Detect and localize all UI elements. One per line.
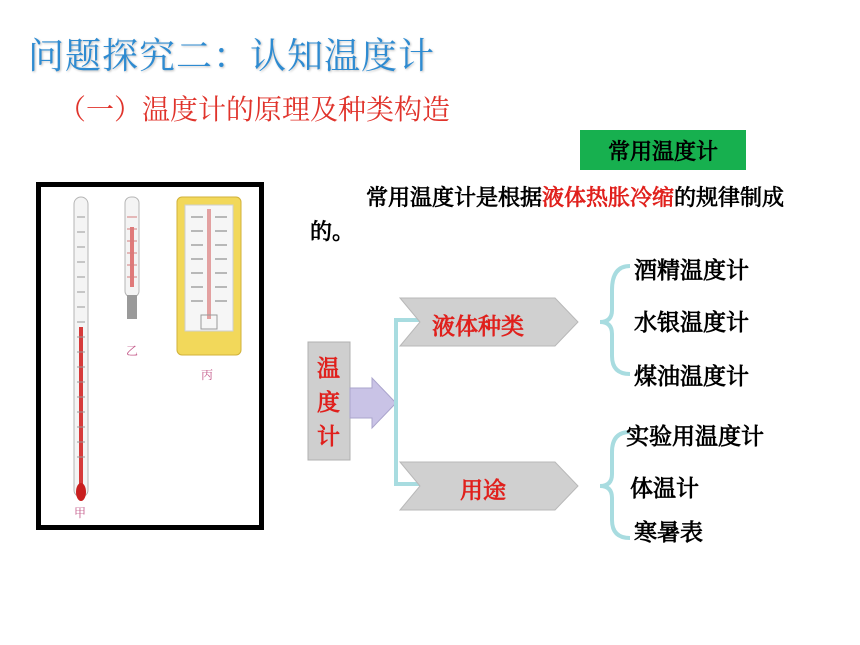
wall-thermometer-bing xyxy=(177,197,241,355)
page-title: 问题探究二：认知温度计 xyxy=(28,36,436,77)
root-char: 计 xyxy=(317,424,340,450)
root-arrow xyxy=(350,378,396,428)
root-char: 度 xyxy=(317,390,340,416)
clinical-thermometer-yi xyxy=(125,197,139,319)
item-kerosene-thermometer: 煤油温度计 xyxy=(634,364,749,390)
root-label xyxy=(317,352,345,454)
thermometers-illustration xyxy=(41,187,259,525)
paragraph-highlight: 液体热胀冷缩 xyxy=(542,186,675,211)
paragraph-before: 常用温度计是根据 xyxy=(366,186,543,211)
diagram-shapes xyxy=(300,240,840,560)
section-subtitle: （一）温度计的原理及种类构造 xyxy=(58,93,451,126)
label-bing: 丙 xyxy=(201,368,214,382)
label-yi: 乙 xyxy=(126,344,139,358)
thermometer-photo xyxy=(36,182,264,530)
branch-label-use: 用途 xyxy=(460,478,506,504)
item-lab-thermometer: 实验用温度计 xyxy=(626,424,764,450)
root-char: 温 xyxy=(317,356,340,382)
branch-label-liquid: 液体种类 xyxy=(432,314,524,340)
item-weather-thermometer: 寒暑表 xyxy=(634,520,703,546)
common-thermometer-badge: 常用温度计 xyxy=(580,130,746,170)
label-jia: 甲 xyxy=(74,506,87,520)
item-mercury-thermometer: 水银温度计 xyxy=(634,310,749,336)
classification-diagram xyxy=(300,240,840,560)
item-alcohol-thermometer: 酒精温度计 xyxy=(634,258,749,284)
item-clinical-thermometer: 体温计 xyxy=(630,476,699,502)
bracket-top xyxy=(600,266,630,374)
lab-thermometer-jia xyxy=(74,197,88,501)
paragraph-after: 的规律制成的。 xyxy=(310,186,785,245)
